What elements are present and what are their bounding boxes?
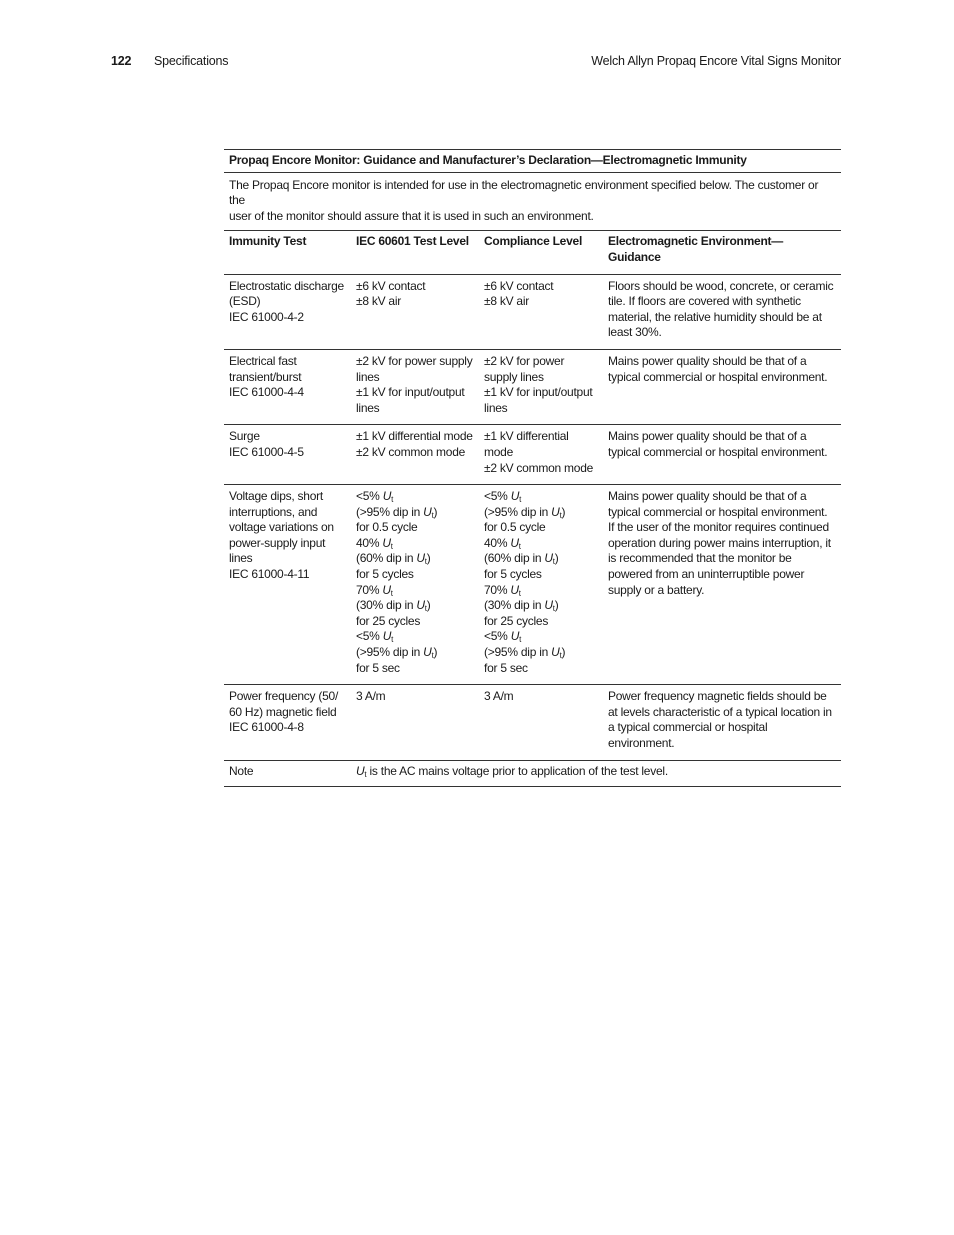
table-title: Propaq Encore Monitor: Guidance and Manufacturer’s Declaration—Electromagnetic Immunity bbox=[229, 153, 747, 167]
cell-compliance-level: ±1 kV differential mode ±2 kV common mode bbox=[484, 429, 594, 475]
cell-test: Power frequency (50/ 60 Hz) magnetic field IEC 61000-4-8 bbox=[229, 689, 339, 735]
header-compliance-level: Compliance Level bbox=[484, 234, 583, 249]
table-row-surge bbox=[224, 425, 841, 484]
table-intro: The Propaq Encore monitor is intended for use in the electromagnetic environment specified below. The customer or the user of the monitor should assure that it is used in such an environment. bbox=[229, 177, 819, 223]
cell-compliance-level: <5% $U_t$ (>95% dip in $U_t$) for 0.5 cycle 40% $U_t$ (60% dip in $U_t$) for 5 cycles 70% $U_t$ (30% dip in $U_t$) for 25 cycles <5% $U_t$ (>95% dip in $U_t$) for 5 sec bbox=[484, 489, 566, 675]
cell-iec-level: <5% $U_t$ (>95% dip in $U_t$) for 0.5 cycle 40% $U_t$ (60% dip in $U_t$) for 5 cycles 70% $U_t$ (30% dip in $U_t$) for 25 cycles <5% $U_t$ (>95% dip in $U_t$) for 5 sec bbox=[356, 489, 438, 675]
table-row-esd bbox=[224, 275, 841, 349]
table-row-eft bbox=[224, 350, 841, 424]
cell-compliance-level: ±2 kV for power supply lines ±1 kV for input/output lines bbox=[484, 353, 593, 415]
cell-environment: Mains power quality should be that of a typical commercial or hospital environment. bbox=[608, 429, 828, 459]
cell-environment: Mains power quality should be that of a typical commercial or hospital environment. bbox=[608, 353, 828, 384]
cell-compliance-level: ±6 kV contact ±8 kV air bbox=[484, 278, 554, 309]
section-name: Specifications bbox=[154, 54, 229, 68]
note-text: $U_t$ is the AC mains voltage prior to application of the test level. bbox=[356, 763, 668, 779]
cell-iec-level: ±1 kV differential mode ±2 kV common mode bbox=[356, 429, 473, 459]
header-iec-level: IEC 60601 Test Level bbox=[356, 234, 469, 249]
cell-iec-level: ±6 kV contact ±8 kV air bbox=[356, 278, 426, 309]
header-immunity-test: Immunity Test bbox=[229, 234, 307, 249]
cell-environment: Mains power quality should be that of a typical commercial or hospital environment. If the user of the monitor requires continued operation during power mains interruption, it is recommended that the monitor be powered from an uninterruptible power supply or a battery. bbox=[608, 489, 831, 597]
note-label: Note bbox=[229, 763, 254, 778]
cell-test: Electrostatic discharge (ESD) IEC 61000-4-2 bbox=[229, 278, 344, 324]
cell-iec-level: ±2 kV for power supply lines ±1 kV for input/output lines bbox=[356, 353, 473, 415]
table-row-voltage-dips bbox=[224, 485, 841, 684]
table-bottom-rule bbox=[224, 786, 841, 787]
table-note-row bbox=[224, 761, 841, 787]
cell-test: Voltage dips, short interruptions, and voltage variations on power-supply input lines IEC 61000-4-11 bbox=[229, 489, 334, 582]
table-row-power-frequency bbox=[224, 685, 841, 759]
page-header bbox=[111, 52, 841, 70]
header-environment: Electromagnetic Environment— Guidance bbox=[608, 234, 784, 264]
cell-environment: Power frequency magnetic fields should be at levels characteristic of a typical location in a typical commercial or hospital environment. bbox=[608, 689, 832, 750]
cell-environment: Floors should be wood, concrete, or ceramic tile. If floors are covered with synthetic material, the relative humidity should be at least 30%. bbox=[608, 278, 834, 340]
page-number: 122 bbox=[111, 54, 132, 68]
electromagnetic-immunity-table bbox=[224, 149, 841, 787]
cell-test: Surge IEC 61000-4-5 bbox=[229, 429, 304, 459]
cell-test: Electrical fast transient/burst IEC 61000-4-4 bbox=[229, 353, 304, 400]
table-header-row bbox=[224, 231, 841, 273]
cell-compliance-level: 3 A/m bbox=[484, 689, 514, 704]
cell-iec-level: 3 A/m bbox=[356, 689, 386, 704]
document-title: Welch Allyn Propaq Encore Vital Signs Monitor bbox=[591, 54, 841, 68]
